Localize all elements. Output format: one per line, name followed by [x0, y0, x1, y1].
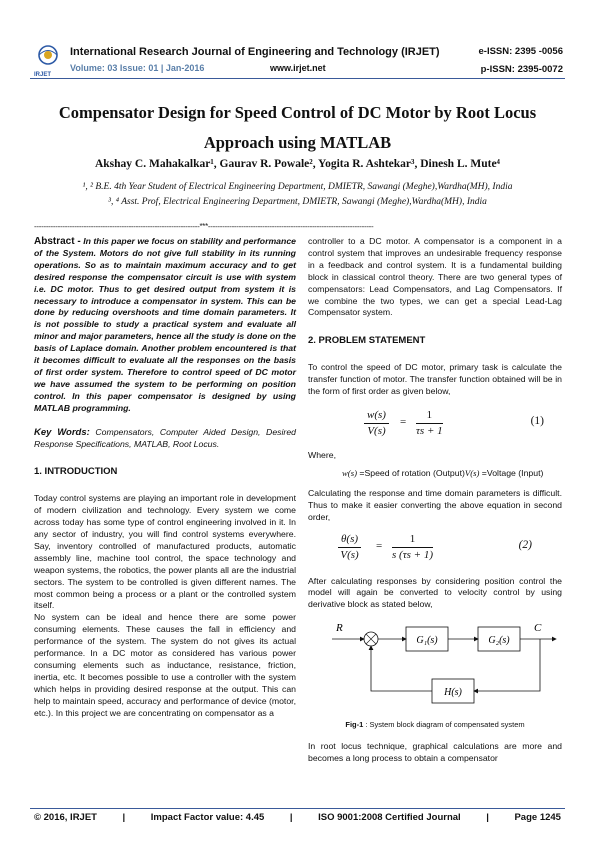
irjet-logo: [34, 44, 62, 72]
footer-impact-factor: Impact Factor value: 4.45: [150, 812, 265, 823]
intro-continued: controller to a DC motor. A compensator is a component in a control system that improves an undesirable frequency response in a feedback and control system. It is a fundamental building block in classical control theory. There are two general types of compensators: Lead Compensators, and Lag Compensators. If we combine the two types, we can get a special Lead-Lag Compensator system.: [308, 236, 562, 318]
eq2-number: (2): [518, 538, 532, 551]
feedback-path: [371, 646, 432, 691]
root-locus-paragraph: In root locus technique, graphical calculations are more and becomes a long process to obtain a compensator: [308, 741, 562, 764]
p-issn: p-ISSN: 2395-0072: [480, 64, 563, 75]
intro-heading: 1. INTRODUCTION: [34, 466, 118, 478]
volume-issue: Volume: 03 Issue: 01 | Jan-2016: [70, 63, 205, 73]
eq1-right-fraction: $\frac{1}{\tau s + 1}$: [416, 408, 443, 437]
figure-caption: Fig-1 : System block diagram of compensated system: [345, 720, 525, 730]
right-column: [308, 236, 562, 765]
output-c-label: C: [534, 622, 542, 635]
input-r-label: R: [336, 622, 343, 635]
abstract-text: In this paper we focus on stability and performance of the System. Motors do not give full stability in its running operations. So as to maintain maximum accuracy and to get desired response the compensator circuit is use with system i.e. DC motor. Thus to get desired output from system it is necessary to introduce a compensator in system. This can be done by reducing overshoots and time domain parameters. It is not possible to study a practical system and evaluate all minor and major parameters, hence all the study is done on the basis of Laplace domain. Another problem encountered is that it becomes difficult to evaluate all the responses on the basis of first order system. Therefore to control speed of DC motor we have assumed the system to be performing on position control. In this paper compensator is designed by using MATLAB programming.: [34, 236, 296, 413]
intro-paragraph-1: Today control systems are playing an important role in development of modern civilization and technology. Every system we come across today has some type of control engineering involved in it. In any sector of industry, you will find control systems everywhere. Say, inventory controlled of manufactured products, automatic assembly line, machine tool control, the space technology and weapon systems, the robotics, the power plants all are the industrial sectors. The system to be controlled is given different names. The most common being a process or a plant or the controlled system itself.: [34, 493, 296, 611]
footer-separator-2: |: [289, 812, 293, 823]
g1-label: G₁(s): [416, 635, 438, 647]
problem-paragraph-1: To control the speed of DC motor, primary task is calculate the transfer function of motor. The transfer function obtained will be in the form of first order as given below,: [308, 362, 562, 397]
left-column: [34, 236, 296, 720]
footer-page-number: Page 1245: [514, 812, 561, 823]
footer-iso: ISO 9001:2008 Certified Journal: [318, 812, 461, 823]
paper-title: Compensator Design for Speed Control of DC Motor by Root Locus Approach using MATLAB: [58, 103, 537, 152]
block-diagram: [308, 613, 562, 719]
intro-paragraph-2: No system can be ideal and hence there are some power consuming elements. These causes the fall in efficiency and performance of the system. The system do not gives its actual performance. In a DC motor as considered has various power consuming elements such as inductance, resistance, friction, inertia, etc. It becomes possible to use a controller with the system which helps in providing desired response at the output. This can help to maintain speed, accuracy and performance of device (motor, etc.). In this project we are concentrating on compensator as a: [34, 612, 296, 718]
eq2-left-fraction: $\frac{\theta(s)}{V(s)}$: [338, 532, 361, 563]
footer-separator-3: |: [486, 812, 489, 823]
journal-website[interactable]: www.irjet.net: [270, 63, 326, 73]
footer: [34, 812, 561, 823]
g2-label: G₂(s): [488, 635, 510, 647]
affiliation-1: ¹, ² B.E. 4th Year Student of Electrical Engineering Department, DMIETR, Sawangi (Meghe),Wardha(MH), India: [82, 182, 513, 192]
affiliation-2: ³, ⁴ Asst. Prof, Electrical Engineering Department, DMIETR, Sawangi (Meghe),Wardha(MH), India: [108, 197, 487, 207]
eq1-left-fraction: $\frac{w(s)}{V(s)}$: [364, 408, 389, 439]
header-rule: [30, 78, 565, 79]
logo-text: IRJET: [34, 72, 52, 78]
equation-1: $\frac{w(s)}{V(s)}$ = $\frac{1}{\tau s + 1}$ (1): [308, 408, 562, 446]
abstract-label: Abstract -: [34, 236, 81, 247]
eq2-right-fraction: $\frac{1}{s (\tau s + 1)}$: [392, 532, 433, 561]
footer-copyright: © 2016, IRJET: [34, 812, 97, 823]
keywords-text: Compensators, Computer Aided Design, Desired Response Specifications, MATLAB, Root Locus.: [34, 426, 296, 449]
journal-title: International Research Journal of Engineering and Technology (IRJET): [70, 46, 440, 58]
section-divider: ----------------------------------------------------------------------***----------------------------------------------------------------------: [34, 222, 374, 231]
equation-2: $\frac{\theta(s)}{V(s)}$ = $\frac{1}{s (\tau s + 1)}$ (2): [308, 532, 562, 572]
problem-paragraph-2: Calculating the response and time domain parameters is difficult. Thus to make it easier converting the above equation in second order,: [308, 487, 562, 522]
authors: Akshay C. Mahakalkar¹, Gaurav R. Powale², Yogita R. Ashtekar³, Dinesh L. Mute⁴: [94, 158, 501, 170]
where-label: Where,: [308, 449, 337, 460]
keywords-label: Key Words:: [34, 426, 90, 438]
footer-separator-1: |: [122, 812, 126, 823]
footer-rule: [30, 808, 565, 809]
problem-paragraph-3: After calculating responses by considering position control the model will again be converted to velocity control by using derivative block as stated below,: [308, 575, 562, 610]
keywords: [34, 427, 296, 451]
h-label: H(s): [444, 687, 462, 699]
abstract: [34, 236, 296, 415]
where-definitions: w(s) =Speed of rotation (Output)V(s) =Voltage (Input): [342, 467, 544, 478]
e-issn: e-ISSN: 2395 -0056: [478, 46, 563, 57]
eq1-number: (1): [530, 414, 544, 427]
problem-statement-heading: 2. PROBLEM STATEMENT: [308, 335, 426, 347]
